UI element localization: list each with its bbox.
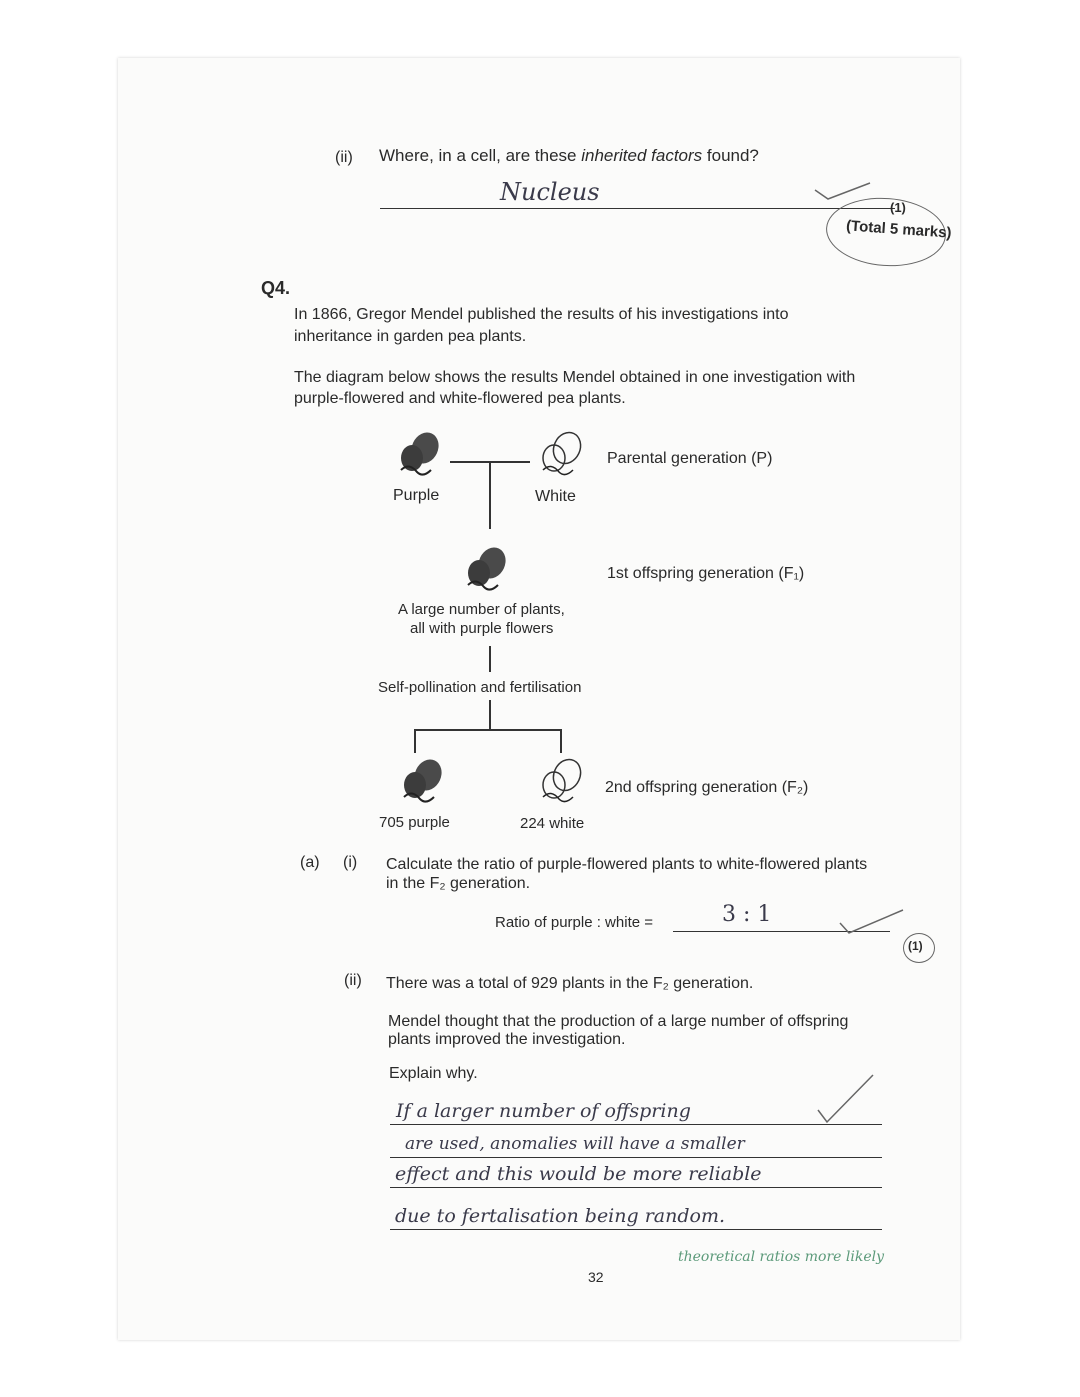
part-a-i-question-line2: in the F₂ generation. [386, 875, 531, 892]
connector-line [489, 461, 491, 529]
handwritten-answer-line2: are used, anomalies will have a smaller [405, 1134, 745, 1154]
self-pollination-label: Self-pollination and fertilisation [378, 679, 582, 696]
part-a-ii-line2: Mendel thought that the production of a large number of offspring [388, 1013, 849, 1030]
ratio-label: Ratio of purple : white = [495, 914, 654, 931]
f1-description-line2: all with purple flowers [410, 620, 554, 637]
sub-part-i-label: (i) [343, 854, 358, 871]
part-a-ii-line1: There was a total of 929 plants in the F₂ generation. [386, 975, 754, 992]
q4-intro-line1: In 1866, Gregor Mendel published the results of his investigations into [294, 306, 789, 323]
connector-line [414, 729, 416, 753]
prev-question-text: Where, in a cell, are these inherited factors found? [379, 146, 759, 165]
tick-mark-icon [835, 905, 910, 940]
parental-generation-label: Parental generation (P) [607, 450, 773, 467]
f2-purple-flower-icon [398, 755, 446, 807]
sub-part-ii-label: (ii) [344, 972, 362, 989]
part-a-ii-line3: plants improved the investigation. [388, 1031, 626, 1048]
connector-line [489, 700, 491, 730]
answer-line [390, 1157, 882, 1158]
split-line [414, 729, 562, 731]
connector-line [489, 646, 491, 672]
purple-flower-icon [395, 428, 443, 480]
white-flower-icon [537, 428, 585, 480]
prev-answer-handwritten: Nucleus [500, 178, 600, 206]
handwritten-answer-line1: If a larger number of offspring [396, 1100, 691, 1122]
f1-generation-label: 1st offspring generation (F₁) [607, 565, 805, 582]
tick-mark-icon [815, 1072, 880, 1127]
prev-part-label: (ii) [335, 149, 353, 166]
answer-line [390, 1229, 882, 1230]
q4-intro-line2: inheritance in garden pea plants. [294, 328, 527, 345]
page-number: 32 [588, 1269, 604, 1285]
f2-white-count: 224 white [520, 815, 585, 832]
handwritten-answer-line3: effect and this would be more reliable [395, 1163, 762, 1185]
prev-mark: (1) [890, 200, 906, 215]
part-a-label: (a) [300, 854, 320, 871]
f1-description-line1: A large number of plants, [398, 601, 565, 618]
handwritten-note: theoretical ratios more likely [678, 1249, 885, 1265]
total-marks: (Total 5 marks) [845, 217, 953, 242]
q4-diagram-intro-line2: purple-flowered and white-flowered pea plants. [294, 390, 626, 407]
f2-white-flower-icon [537, 755, 585, 807]
explain-prompt: Explain why. [389, 1065, 478, 1082]
answer-line [390, 1124, 882, 1125]
handwritten-answer-line4: due to fertalisation being random. [395, 1205, 726, 1227]
q4-diagram-intro-line1: The diagram below shows the results Mendel obtained in one investigation with [294, 369, 856, 386]
question-number: Q4. [261, 278, 291, 298]
f1-purple-flower-icon [462, 543, 510, 595]
answer-line [390, 1187, 882, 1188]
part-a-i-question-line1: Calculate the ratio of purple-flowered plants to white-flowered plants [386, 856, 868, 873]
f2-purple-count: 705 purple [379, 814, 450, 831]
parent-purple-label: Purple [393, 487, 440, 504]
ratio-answer-handwritten: 3 : 1 [722, 902, 772, 927]
part-a-i-mark: (1) [908, 939, 923, 953]
f2-generation-label: 2nd offspring generation (F₂) [605, 779, 809, 796]
parent-white-label: White [535, 488, 576, 505]
connector-line [560, 729, 562, 753]
